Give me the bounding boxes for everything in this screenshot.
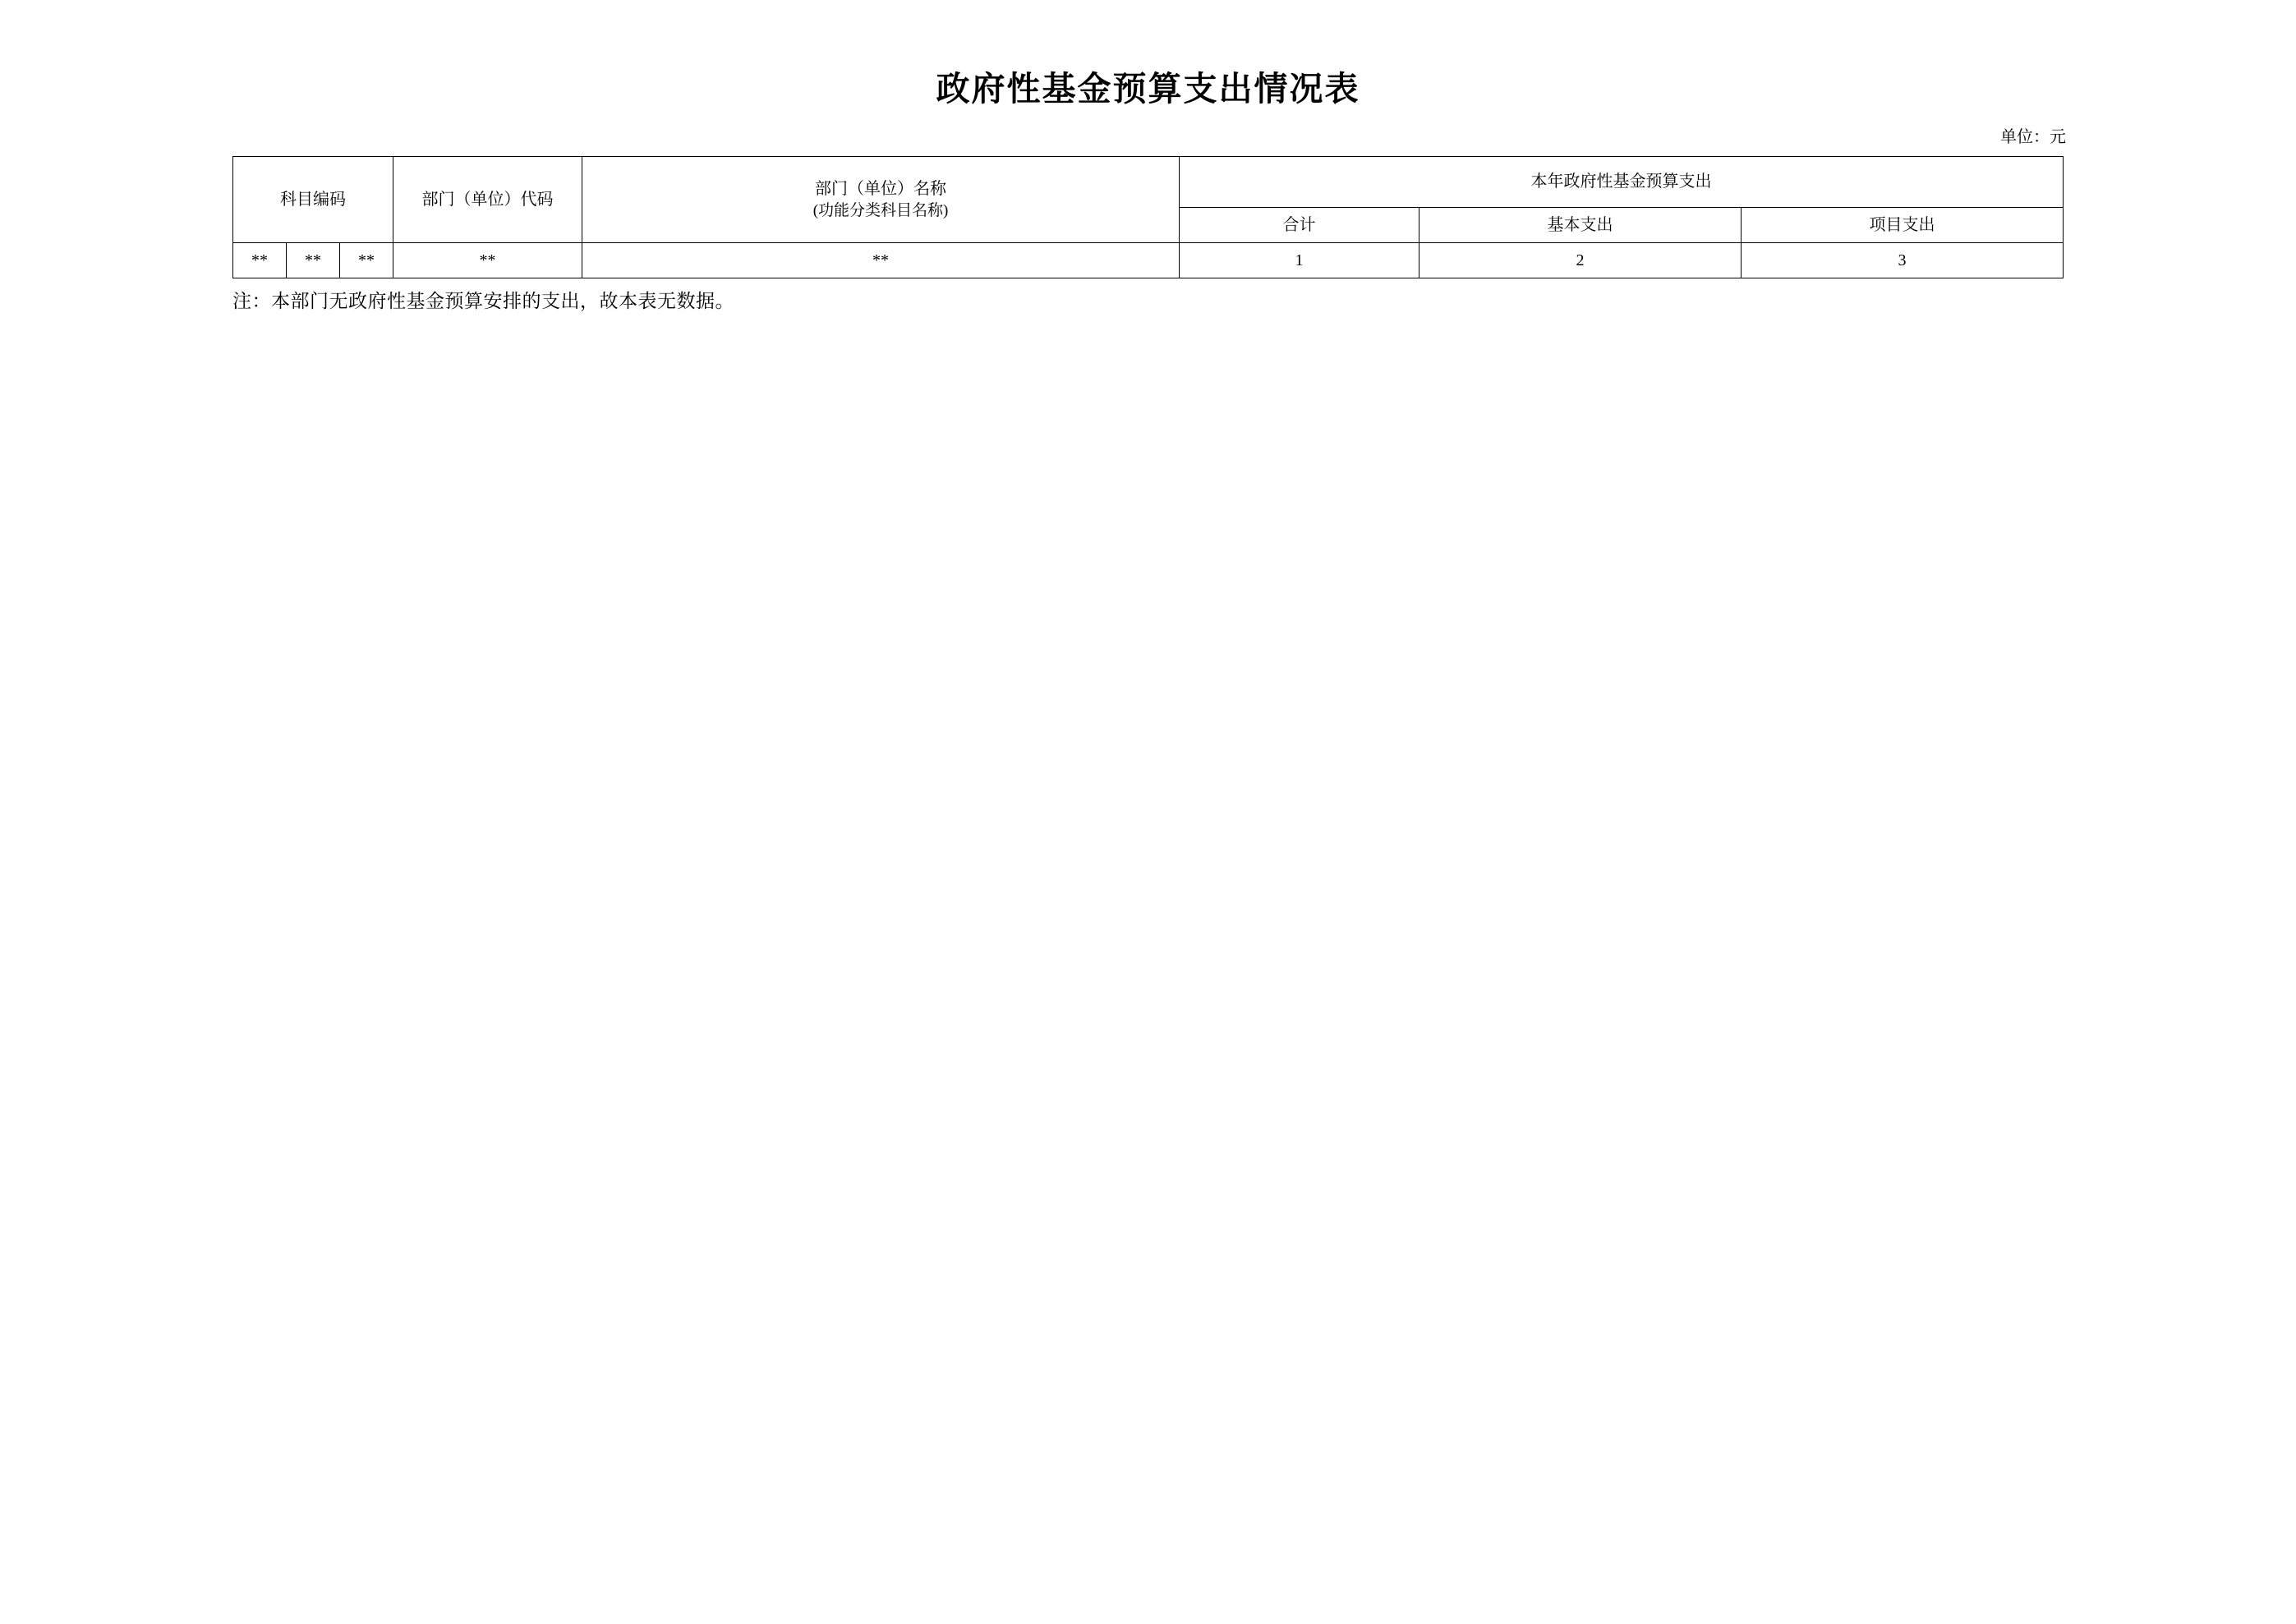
cell-project-expenditure: 3 — [1742, 243, 2064, 278]
cell-dept-code: ** — [393, 243, 582, 278]
header-current-year-group: 本年政府性基金预算支出 — [1180, 157, 2064, 208]
unit-label: 单位：元 — [2000, 128, 2066, 146]
page-title: 政府性基金预算支出情况表 — [936, 70, 1360, 108]
table-note: 注：本部门无政府性基金预算安排的支出，故本表无数据。 — [232, 291, 734, 311]
cell-total: 1 — [1180, 243, 1419, 278]
table-header-row-1 — [233, 157, 2064, 208]
table-row — [233, 243, 2064, 278]
header-dept-name-line2: (功能分类科目名称) — [812, 201, 949, 219]
cell-dept-name: ** — [582, 243, 1180, 278]
header-dept-name — [582, 157, 1180, 243]
cell-code-2: ** — [287, 243, 340, 278]
header-dept-code: 部门（单位）代码 — [393, 157, 582, 243]
header-basic-expenditure: 基本支出 — [1419, 208, 1742, 243]
cell-basic-expenditure: 2 — [1419, 243, 1742, 278]
header-total: 合计 — [1180, 208, 1419, 243]
cell-code-3: ** — [340, 243, 393, 278]
cell-code-1: ** — [233, 243, 287, 278]
header-project-expenditure: 项目支出 — [1742, 208, 2064, 243]
header-subject-code: 科目编码 — [233, 157, 393, 243]
budget-table — [232, 156, 2064, 278]
header-dept-name-line1: 部门（单位）名称 — [815, 179, 947, 198]
